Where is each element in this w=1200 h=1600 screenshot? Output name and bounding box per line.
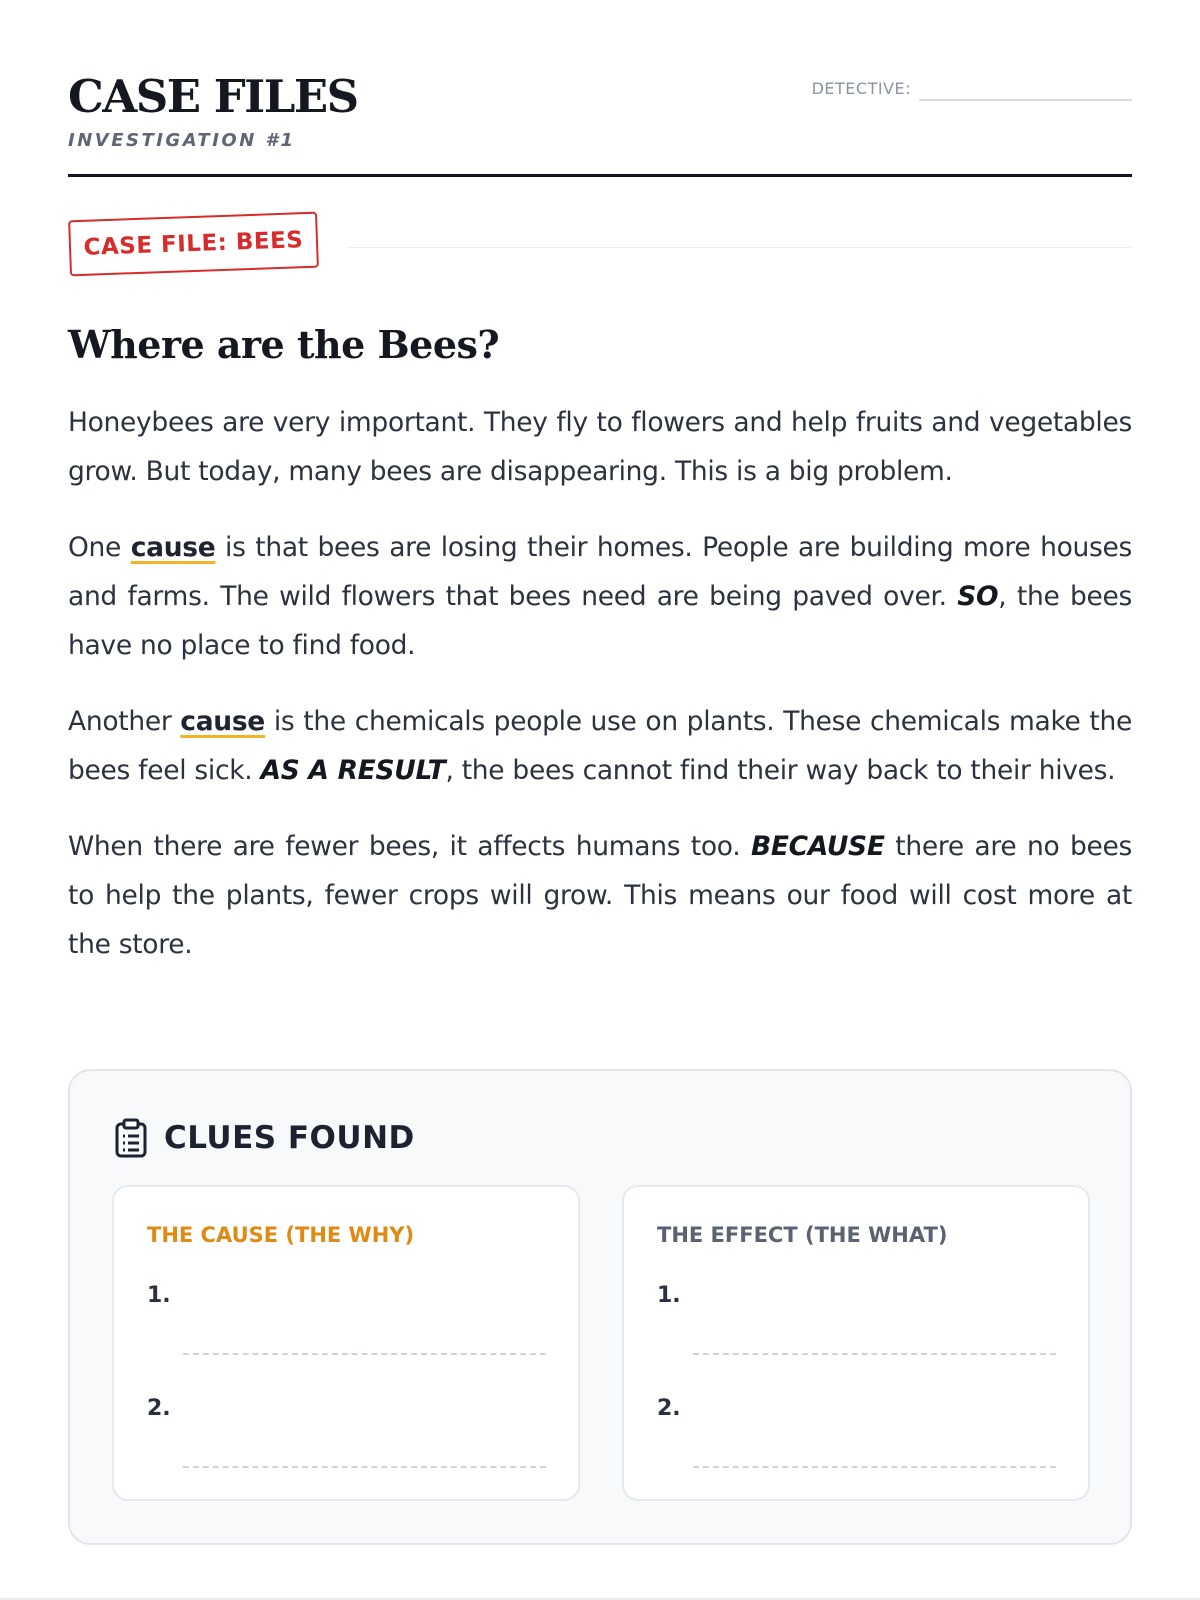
text: is the chemicals people use on plants. These chemicals make the bees feel sick. [68, 706, 1132, 786]
cause-column [112, 1185, 580, 1501]
cause-answer-2-input[interactable] [183, 1466, 546, 1468]
detective-field [812, 73, 1132, 101]
header [68, 0, 1132, 177]
text: When there are fewer bees, it affects humans too. [68, 831, 751, 862]
keyword-cause: cause [130, 532, 216, 563]
effect-number-2: 2. [657, 1396, 681, 1421]
effect-heading: THE EFFECT (THE WHAT) [657, 1223, 948, 1247]
clipboard-icon [114, 1118, 148, 1158]
signal-word-as-a-result: AS A RESULT [260, 755, 446, 786]
article-title: Where are the Bees? [68, 322, 500, 367]
stamp-row [68, 177, 1132, 285]
detective-label: DETECTIVE: [811, 79, 911, 98]
clues-header [114, 1118, 415, 1158]
investigation-number: INVESTIGATION #1 [68, 130, 296, 151]
keyword-cause: cause [180, 706, 265, 737]
text: , the bees cannot find their way back to their hives. [445, 755, 1116, 786]
cause-heading: THE CAUSE (THE WHY) [147, 1223, 415, 1247]
signal-word-because: BECAUSE [750, 831, 885, 862]
cause-number-1: 1. [147, 1283, 171, 1308]
article-body [68, 398, 1132, 996]
signal-word-so: SO [957, 581, 999, 612]
effect-answer-2-input[interactable] [693, 1466, 1056, 1468]
cause-number-2: 2. [147, 1396, 171, 1421]
text: One [68, 532, 131, 563]
paragraph-2 [68, 523, 1132, 670]
clues-title: CLUES FOUND [164, 1120, 415, 1156]
detective-name-input[interactable] [919, 73, 1132, 101]
case-file-stamp: CASE FILE: BEES [68, 212, 319, 277]
paragraph-3 [68, 697, 1132, 795]
divider [347, 247, 1132, 248]
effect-number-1: 1. [657, 1283, 681, 1308]
effect-column [622, 1185, 1090, 1501]
text: Another [68, 706, 181, 737]
text: , the bees have no place to find food. [68, 581, 1132, 661]
clues-panel [68, 1069, 1132, 1545]
effect-answer-1-input[interactable] [693, 1353, 1056, 1355]
text: is that bees are losing their homes. People are building more houses and farms. The wild flowers that bees need are being paved over. [68, 532, 1132, 612]
brand-title: CASE FILES [68, 70, 358, 123]
paragraph-4 [68, 822, 1132, 969]
cause-answer-1-input[interactable] [183, 1353, 546, 1355]
paragraph-1: Honeybees are very important. They fly to flowers and help fruits and vegetables grow. But today, many bees are disappearing. This is a big problem. [68, 407, 1132, 487]
text: there are no bees to help the plants, fewer crops will grow. This means our food will cost more at the store. [68, 831, 1132, 960]
